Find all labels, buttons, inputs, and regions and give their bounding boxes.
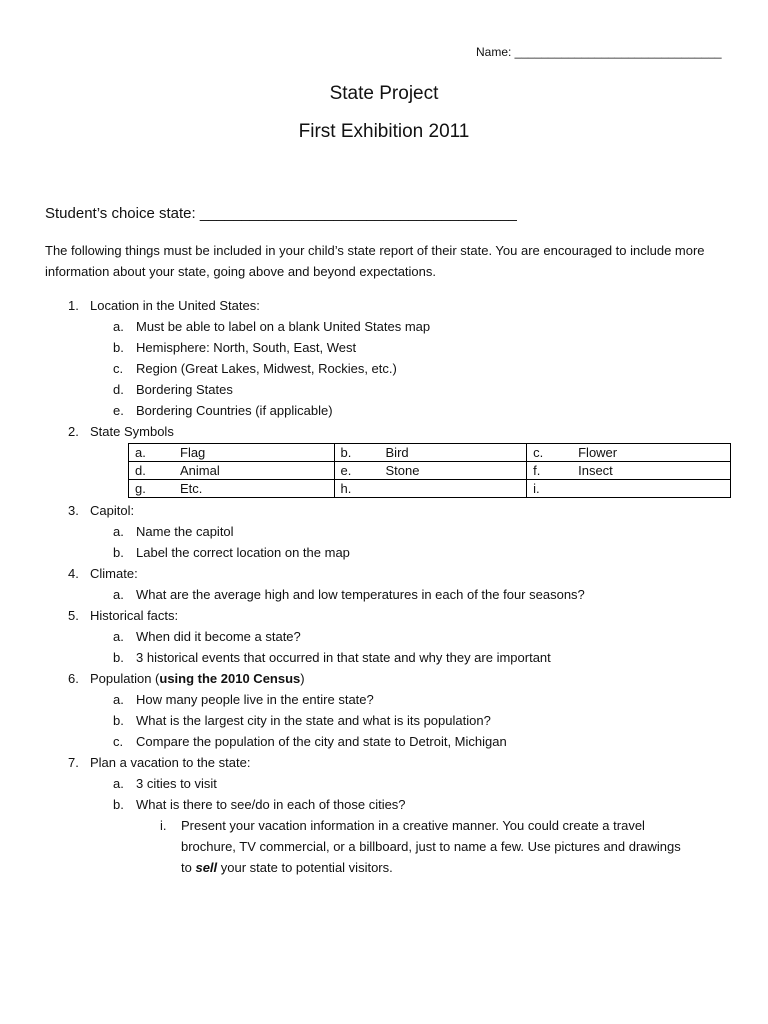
sub-item-line-2: brochure, TV commercial, or a billboard, just to name a few. Use pictures and drawings — [181, 839, 681, 854]
cell-letter: e. — [340, 463, 352, 478]
list-item — [0, 316, 768, 337]
section-historical-facts — [0, 605, 768, 626]
list-letter: b. — [113, 797, 124, 812]
list-item-text: What is there to see/do in each of those cities? — [136, 797, 406, 812]
list-item-text: What are the average high and low temperatures in each of the four seasons? — [136, 587, 585, 602]
sub-item-line-3 — [181, 857, 393, 878]
list-item — [0, 773, 768, 794]
list-letter: b. — [113, 713, 124, 728]
list-item — [0, 584, 768, 605]
document-subtitle: First Exhibition 2011 — [298, 121, 470, 142]
cell-letter: h. — [340, 481, 352, 496]
list-letter: a. — [113, 319, 124, 334]
sub-item-line-1: Present your vacation information in a creative manner. You could create a travel — [181, 818, 645, 833]
list-letter: c. — [113, 361, 124, 376]
sub-list-item-cont — [0, 836, 768, 857]
section-heading: Climate: — [90, 566, 138, 581]
cell-letter: d. — [135, 463, 146, 478]
list-letter: a. — [113, 629, 124, 644]
cell-letter: f. — [533, 463, 541, 478]
list-number: 1. — [68, 298, 79, 313]
list-item-text: 3 historical events that occurred in that state and why they are important — [136, 650, 551, 665]
list-item — [0, 521, 768, 542]
sub-list-item-cont — [0, 857, 768, 878]
cell-text: Bird — [385, 445, 409, 460]
cell-letter: c. — [533, 445, 544, 460]
section-climate — [0, 563, 768, 584]
list-letter: b. — [113, 340, 124, 355]
list-item-text: Must be able to label on a blank United States map — [136, 319, 431, 334]
list-number: 6. — [68, 671, 79, 686]
intro-paragraph: The following things must be included in your child’s state report of their state. You are encouraged to include more information about your state, going above and beyond expectations. — [45, 243, 705, 279]
list-letter: d. — [113, 382, 124, 397]
list-item — [0, 710, 768, 731]
list-item-text: Hemisphere: North, South, East, West — [136, 340, 357, 355]
table-cell — [129, 480, 335, 498]
sub-item-text: to — [181, 860, 196, 875]
cell-text: Insect — [578, 463, 613, 478]
list-roman: i. — [160, 818, 167, 833]
list-item-text: Label the correct location on the map — [136, 545, 350, 560]
list-number: 4. — [68, 566, 79, 581]
table-cell — [334, 462, 527, 480]
list-item — [0, 731, 768, 752]
list-item — [0, 689, 768, 710]
section-vacation — [0, 752, 768, 773]
list-letter: a. — [113, 524, 124, 539]
list-item-text: Region (Great Lakes, Midwest, Rockies, etc.) — [136, 361, 397, 376]
table-cell — [129, 462, 335, 480]
list-letter: a. — [113, 776, 124, 791]
section-heading: Capitol: — [90, 503, 135, 518]
list-number: 7. — [68, 755, 79, 770]
cell-letter: b. — [340, 445, 352, 460]
list-item-text: 3 cities to visit — [136, 776, 217, 791]
sub-item-emphasis: sell — [195, 860, 218, 875]
cell-text: Flag — [180, 445, 206, 460]
cell-text: Animal — [180, 463, 220, 478]
list-letter: b. — [113, 545, 124, 560]
heading-text-end: ) — [300, 671, 305, 686]
symbols-table-wrap — [0, 442, 768, 500]
list-item — [0, 358, 768, 379]
document-title: State Project — [329, 83, 439, 104]
table-cell — [334, 444, 527, 462]
symbols-table — [128, 443, 731, 498]
list-item — [0, 400, 768, 421]
list-letter: a. — [113, 692, 124, 707]
cell-text: Flower — [578, 445, 618, 460]
table-row — [129, 462, 731, 480]
section-heading: State Symbols — [90, 424, 174, 439]
table-cell — [129, 444, 335, 462]
list-item-text: What is the largest city in the state and what is its population? — [136, 713, 491, 728]
list-letter: b. — [113, 650, 124, 665]
list-item — [0, 626, 768, 647]
list-item — [0, 337, 768, 358]
table-row — [129, 444, 731, 462]
section-state-symbols — [0, 421, 768, 442]
cell-letter: i. — [533, 481, 540, 496]
list-item — [0, 647, 768, 668]
cell-text: Etc. — [180, 481, 203, 496]
list-letter: c. — [113, 734, 124, 749]
list-number: 2. — [68, 424, 79, 439]
section-heading — [90, 668, 305, 689]
section-location — [0, 295, 768, 316]
section-capitol — [0, 500, 768, 521]
sub-item-text-end: your state to potential visitors. — [217, 860, 393, 875]
section-population — [0, 668, 768, 689]
table-cell — [527, 444, 731, 462]
cell-letter: a. — [135, 445, 146, 460]
list-item-text: Compare the population of the city and state to Detroit, Michigan — [136, 734, 507, 749]
cell-text: Stone — [385, 463, 420, 478]
section-heading: Plan a vacation to the state: — [90, 755, 251, 770]
list-item-text: How many people live in the entire state? — [136, 692, 374, 707]
table-cell — [527, 480, 731, 498]
list-number: 5. — [68, 608, 79, 623]
choice-state-line: Student’s choice state: ______________________________________ — [45, 205, 517, 222]
list-item-text: Bordering Countries (if applicable) — [136, 403, 333, 418]
table-cell — [527, 462, 731, 480]
requirements-list — [0, 295, 768, 878]
list-item — [0, 379, 768, 400]
list-letter: a. — [113, 587, 124, 602]
list-item-text: When did it become a state? — [136, 629, 301, 644]
sub-list-item — [0, 815, 768, 836]
list-number: 3. — [68, 503, 79, 518]
heading-bold-text: using the 2010 Census — [159, 671, 301, 686]
list-item — [0, 542, 768, 563]
list-item — [0, 794, 768, 815]
section-heading: Location in the United States: — [90, 298, 260, 313]
section-heading: Historical facts: — [90, 608, 179, 623]
list-letter: e. — [113, 403, 124, 418]
cell-letter: g. — [135, 481, 146, 496]
table-cell — [334, 480, 527, 498]
name-field-label: Name: _______________________________ — [476, 45, 722, 59]
list-item-text: Bordering States — [136, 382, 233, 397]
list-item-text: Name the capitol — [136, 524, 234, 539]
table-row — [129, 480, 731, 498]
heading-text: Population ( — [90, 671, 160, 686]
